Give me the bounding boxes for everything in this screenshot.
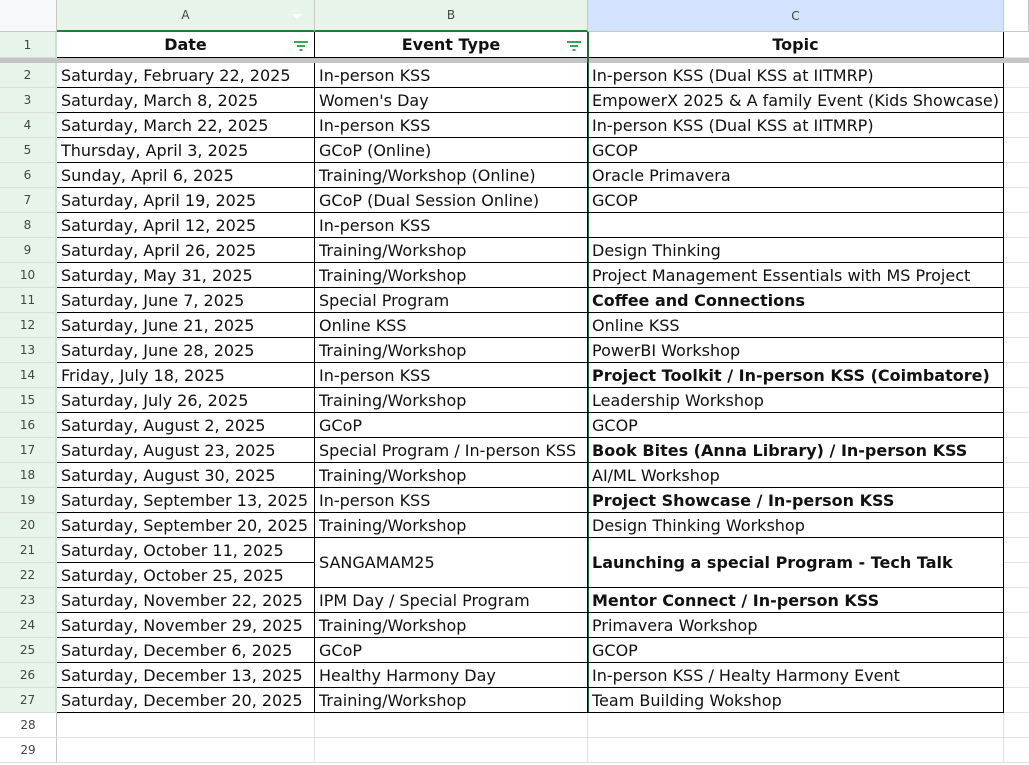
cell-empty[interactable] [1004, 713, 1029, 738]
row-header[interactable]: 15 [0, 388, 57, 413]
cell-column-d[interactable] [1004, 513, 1029, 538]
cell-column-d[interactable] [1004, 113, 1029, 138]
cell-column-d[interactable] [1004, 438, 1029, 463]
row-header[interactable]: 26 [0, 663, 57, 688]
row-header[interactable]: 3 [0, 88, 57, 113]
cell-topic[interactable]: Project Toolkit / In-person KSS (Coimbatore) [588, 363, 1004, 388]
cell-event-type[interactable]: Online KSS [315, 313, 588, 338]
cell-event-type[interactable]: GCoP (Online) [315, 138, 588, 163]
cell-date[interactable]: Saturday, August 2, 2025 [57, 413, 315, 438]
cell-column-d[interactable] [1004, 188, 1029, 213]
cell-column-d[interactable] [1004, 238, 1029, 263]
cell-event-type[interactable]: Training/Workshop [315, 688, 588, 713]
row-header[interactable]: 10 [0, 263, 57, 288]
row-header[interactable]: 13 [0, 338, 57, 363]
cell-column-d[interactable] [1004, 138, 1029, 163]
cell-topic[interactable]: EmpowerX 2025 & A family Event (Kids Showcase) [588, 88, 1004, 113]
cell-column-d[interactable] [1004, 613, 1029, 638]
row-header[interactable]: 24 [0, 613, 57, 638]
cell-date[interactable]: Saturday, December 13, 2025 [57, 663, 315, 688]
cell-date[interactable]: Saturday, April 19, 2025 [57, 188, 315, 213]
row-header[interactable]: 4 [0, 113, 57, 138]
cell-topic[interactable]: GCOP [588, 638, 1004, 663]
cell-date[interactable]: Sunday, April 6, 2025 [57, 163, 315, 188]
cell-event-type[interactable]: Training/Workshop [315, 263, 588, 288]
row-header[interactable]: 20 [0, 513, 57, 538]
filter-icon[interactable] [294, 40, 308, 52]
cell-column-d[interactable] [1004, 163, 1029, 188]
cell-event-type[interactable]: Training/Workshop [315, 513, 588, 538]
cell-event-type[interactable]: Healthy Harmony Day [315, 663, 588, 688]
cell-topic[interactable]: Design Thinking [588, 238, 1004, 263]
cell-date[interactable]: Saturday, April 12, 2025 [57, 213, 315, 238]
row-header[interactable]: 12 [0, 313, 57, 338]
cell-empty[interactable] [588, 713, 1004, 738]
cell-event-type[interactable]: Training/Workshop (Online) [315, 163, 588, 188]
header-cell-topic[interactable] [588, 32, 1004, 58]
cell-topic[interactable]: Project Management Essentials with MS Project [588, 263, 1004, 288]
cell-topic-merged[interactable]: Launching a special Program - Tech Talk [588, 538, 1004, 588]
header-cell-date[interactable] [57, 32, 315, 58]
row-header[interactable]: 14 [0, 363, 57, 388]
cell-date[interactable]: Saturday, March 22, 2025 [57, 113, 315, 138]
cell-event-type[interactable]: Training/Workshop [315, 463, 588, 488]
cell-event-type[interactable]: Training/Workshop [315, 338, 588, 363]
cell-date[interactable]: Saturday, February 22, 2025 [57, 63, 315, 88]
cell-column-d[interactable] [1004, 213, 1029, 238]
cell-event-type[interactable]: Special Program / In-person KSS [315, 438, 588, 463]
row-header[interactable]: 5 [0, 138, 57, 163]
cell-date[interactable]: Friday, July 18, 2025 [57, 363, 315, 388]
column-a-label: A [181, 8, 190, 22]
cell-column-d[interactable] [1004, 663, 1029, 688]
cell-date[interactable]: Saturday, July 26, 2025 [57, 388, 315, 413]
cell-topic[interactable]: Book Bites (Anna Library) / In-person KSS [588, 438, 1004, 463]
cell-date[interactable]: Saturday, December 6, 2025 [57, 638, 315, 663]
cell-date[interactable]: Saturday, September 13, 2025 [57, 488, 315, 513]
cell-column-d[interactable] [1004, 388, 1029, 413]
cell-date[interactable]: Saturday, November 22, 2025 [57, 588, 315, 613]
cell-event-type[interactable]: In-person KSS [315, 363, 588, 388]
row-header[interactable]: 7 [0, 188, 57, 213]
header-date-label: Date [164, 35, 207, 54]
cell-event-type[interactable]: IPM Day / Special Program [315, 588, 588, 613]
column-b-label: B [446, 8, 456, 22]
cell-column-d[interactable] [1004, 263, 1029, 288]
cell-event-type[interactable]: In-person KSS [315, 213, 588, 238]
cell-column-d[interactable] [1004, 488, 1029, 513]
cell-event-type[interactable]: GCoP (Dual Session Online) [315, 188, 588, 213]
cell-column-d[interactable] [1004, 688, 1029, 713]
cell-event-type[interactable]: In-person KSS [315, 63, 588, 88]
row-number: 1 [23, 37, 32, 52]
cell-date[interactable]: Saturday, October 11, 2025 [57, 538, 315, 563]
row-header[interactable]: 16 [0, 413, 57, 438]
filter-icon[interactable] [567, 40, 581, 52]
cell-event-type[interactable]: GCoP [315, 638, 588, 663]
cell-column-d[interactable] [1004, 538, 1029, 563]
cell-empty[interactable] [1004, 738, 1029, 763]
cell-date[interactable]: Saturday, April 26, 2025 [57, 238, 315, 263]
column-menu-dropdown-icon[interactable] [292, 14, 302, 19]
row-header[interactable]: 8 [0, 213, 57, 238]
cell-topic[interactable]: In-person KSS / Healty Harmony Event [588, 663, 1004, 688]
column-header-d-partial[interactable] [1004, 0, 1029, 32]
cell-column-d[interactable] [1004, 413, 1029, 438]
cell-date[interactable]: Saturday, September 20, 2025 [57, 513, 315, 538]
cell-topic[interactable]: GCOP [588, 138, 1004, 163]
cell-topic[interactable]: Design Thinking Workshop [588, 513, 1004, 538]
cell-date[interactable]: Saturday, August 23, 2025 [57, 438, 315, 463]
cell-date[interactable]: Saturday, December 20, 2025 [57, 688, 315, 713]
cell-column-d[interactable] [1004, 363, 1029, 388]
cell-date[interactable]: Saturday, October 25, 2025 [57, 563, 315, 588]
row-header[interactable]: 25 [0, 638, 57, 663]
cell-column-d[interactable] [1004, 563, 1029, 588]
cell-column-d[interactable] [1004, 338, 1029, 363]
cell-topic[interactable]: Coffee and Connections [588, 288, 1004, 313]
cell-empty[interactable] [588, 738, 1004, 763]
cell-topic[interactable]: GCOP [588, 413, 1004, 438]
cell-event-type[interactable]: Women's Day [315, 88, 588, 113]
cell-column-d[interactable] [1004, 63, 1029, 88]
row-header[interactable]: 22 [0, 563, 57, 588]
cell-topic[interactable]: Primavera Workshop [588, 613, 1004, 638]
cell-topic[interactable]: Oracle Primavera [588, 163, 1004, 188]
cell-column-d[interactable] [1004, 313, 1029, 338]
cell-empty[interactable] [57, 713, 315, 738]
cell-d1[interactable] [1004, 32, 1029, 58]
cell-topic[interactable]: Project Showcase / In-person KSS [588, 488, 1004, 513]
cell-topic[interactable]: PowerBI Workshop [588, 338, 1004, 363]
row-header[interactable]: 2 [0, 63, 57, 88]
cell-event-type[interactable]: Training/Workshop [315, 613, 588, 638]
cell-date[interactable]: Thursday, April 3, 2025 [57, 138, 315, 163]
column-header-c[interactable] [588, 0, 1004, 32]
row-header[interactable]: 19 [0, 488, 57, 513]
row-header[interactable]: 23 [0, 588, 57, 613]
row-header[interactable]: 29 [0, 738, 57, 763]
row-header[interactable]: 17 [0, 438, 57, 463]
cell-topic[interactable]: In-person KSS (Dual KSS at IITMRP) [588, 113, 1004, 138]
cell-empty[interactable] [315, 738, 588, 763]
column-header-a[interactable] [57, 0, 315, 32]
cell-date[interactable]: Saturday, June 28, 2025 [57, 338, 315, 363]
cell-date[interactable]: Saturday, November 29, 2025 [57, 613, 315, 638]
cell-date[interactable]: Saturday, August 30, 2025 [57, 463, 315, 488]
cell-event-type[interactable]: GCoP [315, 413, 588, 438]
select-all-corner[interactable] [0, 0, 57, 32]
row-header[interactable]: 6 [0, 163, 57, 188]
row-header[interactable]: 27 [0, 688, 57, 713]
row-header[interactable]: 18 [0, 463, 57, 488]
cell-date[interactable]: Saturday, June 21, 2025 [57, 313, 315, 338]
column-c-label: C [791, 8, 800, 23]
row-header[interactable]: 28 [0, 713, 57, 738]
cell-topic[interactable] [588, 213, 1004, 238]
cell-topic[interactable]: GCOP [588, 188, 1004, 213]
cell-event-type[interactable]: Training/Workshop [315, 388, 588, 413]
cell-column-d[interactable] [1004, 88, 1029, 113]
cell-topic[interactable]: Team Building Wokshop [588, 688, 1004, 713]
cell-empty[interactable] [315, 713, 588, 738]
cell-column-d[interactable] [1004, 638, 1029, 663]
row-header[interactable]: 21 [0, 538, 57, 563]
cell-topic[interactable]: AI/ML Workshop [588, 463, 1004, 488]
cell-event-type[interactable]: In-person KSS [315, 113, 588, 138]
cell-column-d[interactable] [1004, 463, 1029, 488]
cell-event-type-merged[interactable]: SANGAMAM25 [315, 538, 588, 588]
cell-date[interactable]: Saturday, March 8, 2025 [57, 88, 315, 113]
cell-topic[interactable]: Mentor Connect / In-person KSS [588, 588, 1004, 613]
cell-column-d[interactable] [1004, 288, 1029, 313]
header-cell-event-type[interactable] [315, 32, 588, 58]
cell-topic[interactable]: In-person KSS (Dual KSS at IITMRP) [588, 63, 1004, 88]
row-header[interactable]: 11 [0, 288, 57, 313]
header-event-type-label: Event Type [401, 35, 501, 54]
cell-topic[interactable]: Leadership Workshop [588, 388, 1004, 413]
cell-date[interactable]: Saturday, June 7, 2025 [57, 288, 315, 313]
cell-column-d[interactable] [1004, 588, 1029, 613]
row-header[interactable]: 9 [0, 238, 57, 263]
cell-event-type[interactable]: In-person KSS [315, 488, 588, 513]
cell-topic[interactable]: Online KSS [588, 313, 1004, 338]
header-topic-label: Topic [772, 35, 819, 54]
cell-empty[interactable] [57, 738, 315, 763]
row-header-1[interactable] [0, 32, 57, 58]
cell-date[interactable]: Saturday, May 31, 2025 [57, 263, 315, 288]
column-header-b[interactable] [315, 0, 588, 32]
cell-event-type[interactable]: Special Program [315, 288, 588, 313]
cell-event-type[interactable]: Training/Workshop [315, 238, 588, 263]
